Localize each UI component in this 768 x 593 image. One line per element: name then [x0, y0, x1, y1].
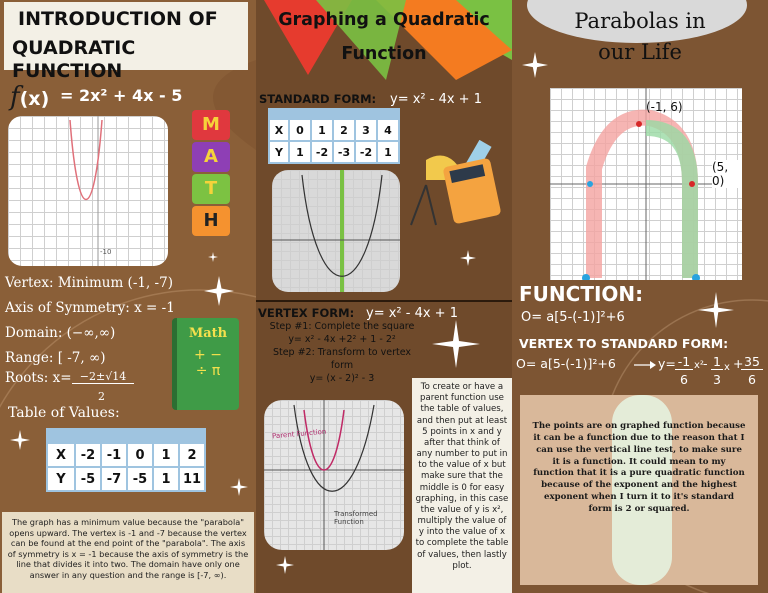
- parabola-graph: [8, 116, 168, 266]
- fx-symbol: f: [10, 82, 20, 112]
- math-book-icon: [172, 318, 239, 410]
- table-cell: -2: [356, 142, 376, 162]
- graphing-title-line1: Graphing a Quadratic: [278, 10, 490, 30]
- range-text: Range: [ -7, ∞): [5, 350, 106, 366]
- properties-list: [5, 271, 175, 371]
- table-row-y: [270, 142, 398, 162]
- puzzle-letter-m: M: [202, 114, 220, 136]
- table-of-values: [46, 428, 206, 492]
- step1-equation: y= x² - 4x +2² + 1 - 2²: [288, 334, 396, 345]
- frac3-num: 35: [741, 354, 763, 370]
- table-cell: 0: [290, 120, 310, 140]
- table-cell: -5: [76, 468, 100, 490]
- frac2-num: 1: [711, 354, 723, 370]
- table-label: Table of Values:: [8, 405, 120, 421]
- minus-sign: -: [703, 356, 708, 371]
- life-title: [512, 6, 768, 68]
- table-cell: -1: [102, 444, 126, 466]
- sparkle-icon: [698, 292, 734, 328]
- axis-text: Axis of Symmetry: x = -1: [5, 300, 175, 316]
- vts-label: VERTEX TO STANDARD FORM:: [519, 336, 729, 351]
- table-cell: 1: [154, 444, 178, 466]
- sparkle-icon: [432, 320, 480, 368]
- table-cell: -5: [128, 468, 152, 490]
- frac2-den: 3: [713, 372, 721, 387]
- explanation-box: [2, 512, 254, 593]
- explanation-text: The graph has a minimum value because the "parabola" opens upward. The vertex is -1 and -7 because the vertex can be found at the end point of the "parabola". The axis of symmetry is x = -1 because the axis of symmetry is the line that divides it into two. The domain have only one answer in any question and the range is [-7, ∞).: [7, 517, 249, 580]
- life-title-line1: Parabolas in: [574, 9, 706, 33]
- table-cell: 4: [378, 120, 398, 140]
- sparkle-icon: [230, 478, 248, 496]
- function-expression: [10, 82, 50, 112]
- point-label-vertex: (-1, 6): [646, 100, 683, 114]
- function-label: FUNCTION:: [519, 282, 644, 306]
- frac3-den: 6: [748, 372, 756, 387]
- plus-sign: +: [733, 356, 744, 371]
- function-equation: = 2x² + 4x - 5: [60, 86, 183, 105]
- table-cell: 2: [180, 444, 204, 466]
- table-cell: 3: [356, 120, 376, 140]
- book-symbols: + − ÷ π: [194, 347, 222, 379]
- sparkle-icon: [208, 252, 218, 262]
- table-cell: 1: [154, 468, 178, 490]
- table-cell: X: [270, 120, 288, 140]
- graph-photo-curve: [272, 170, 400, 292]
- calculator-icon: [406, 140, 506, 230]
- panel-parabolas-life: [512, 0, 768, 593]
- sparkle-icon: [522, 52, 548, 78]
- function-equation: O= a[5-(-1)]²+6: [521, 310, 625, 325]
- sparkle-icon: [460, 250, 476, 266]
- panel-graphing: [256, 0, 512, 593]
- panel-introduction: [0, 0, 256, 593]
- step2-text: Step #2: Transform to vertex form: [272, 347, 412, 371]
- fx-arg: (x): [19, 88, 50, 110]
- graphing-title-line2: Function: [341, 44, 427, 64]
- roots-label: Roots: x=: [5, 370, 72, 386]
- graph-tick-label: -10: [100, 248, 112, 256]
- table-row-x: [48, 444, 204, 466]
- sketch-label-transformed: Transformed Function: [334, 510, 378, 526]
- life-title-line2: our Life: [598, 40, 682, 64]
- table-cell: 2: [334, 120, 354, 140]
- frac1-den: 6: [680, 372, 688, 387]
- sketch-photo: [264, 400, 404, 550]
- vts-y: y=: [658, 356, 676, 371]
- vertex-form-equation: y= x² - 4x + 1: [366, 306, 458, 321]
- parabola-curve: [8, 116, 168, 266]
- standard-form-equation: y= x² - 4x + 1: [390, 92, 482, 107]
- table-cell: -3: [334, 142, 354, 162]
- roots-denominator: 2: [98, 390, 105, 403]
- frac1-num: -1: [675, 354, 693, 370]
- sparkle-icon: [204, 276, 234, 306]
- table-cell: Y: [270, 142, 288, 162]
- domain-text: Domain: (−∞,∞): [5, 325, 116, 341]
- table-cell: 11: [180, 468, 204, 490]
- table-cell: -2: [312, 142, 332, 162]
- puzzle-letter-a: A: [204, 146, 218, 168]
- sketch-label-parent: Parent Function: [271, 427, 327, 441]
- sketch-curves: [264, 400, 404, 550]
- table-cell: X: [48, 444, 74, 466]
- book-title: Math: [188, 326, 228, 341]
- standard-table: [268, 108, 400, 164]
- x-symbol: x: [724, 362, 730, 373]
- title-card: [4, 2, 248, 82]
- table-cell: -7: [102, 468, 126, 490]
- table-row-x: [270, 120, 398, 140]
- table-cell: -2: [76, 444, 100, 466]
- vertex-text: Vertex: Minimum (-1, -7): [5, 275, 173, 291]
- table-cell: 0: [128, 444, 152, 466]
- vertex-form-label: VERTEX FORM:: [258, 306, 355, 320]
- life-graph: [550, 88, 742, 280]
- table-row-y: [48, 468, 204, 490]
- arrow-icon: [634, 360, 656, 370]
- vertex-steps: [262, 320, 422, 385]
- divider: [256, 300, 512, 302]
- sparkle-icon: [10, 430, 30, 450]
- point-label-root: (5, 0): [712, 160, 742, 188]
- x-squared: x²: [694, 360, 704, 371]
- title-line1: INTRODUCTION OF: [18, 8, 218, 30]
- roots-numerator: −2±√14: [72, 370, 134, 384]
- sparkle-icon: [276, 556, 294, 574]
- table-cell: Y: [48, 468, 74, 490]
- life-explanation-card: [520, 395, 758, 585]
- note-text: To create or have a parent function use the table of values, and then put at least 5 points in x and y after that think of any number to put in to the value of x but make sure that the middle is 0 for easy graphing, in this case the value of y is x², multiply the value of y into the value of x to complete the table of values, then lastly plot.: [415, 382, 509, 571]
- table-cell: 1: [290, 142, 310, 162]
- life-explanation-text: The points are on graphed function because it can be a function due to the reason that I can use the vertical line test, to make sure it is a function. It could mean to my function that it is a pure quadratic function because of the exponent and the highest exponent when I turn it to it's standard form is 2 or squared.: [532, 421, 746, 515]
- puzzle-letter-t: T: [204, 178, 218, 200]
- table-cell: 1: [378, 142, 398, 162]
- step2-equation: y= (x - 2)² - 3: [309, 373, 375, 384]
- title-line2: QUADRATIC FUNCTION: [12, 37, 136, 82]
- puzzle-letter-h: H: [203, 210, 219, 232]
- math-puzzle-icon: [192, 110, 230, 236]
- step1-text: Step #1: Complete the square: [269, 321, 415, 332]
- table-cell: 1: [312, 120, 332, 140]
- standard-form-label: STANDARD FORM:: [259, 92, 377, 106]
- vts-left: O= a[5-(-1)]²+6: [516, 356, 616, 371]
- graph-photo: [272, 170, 400, 292]
- note-card: [412, 378, 512, 593]
